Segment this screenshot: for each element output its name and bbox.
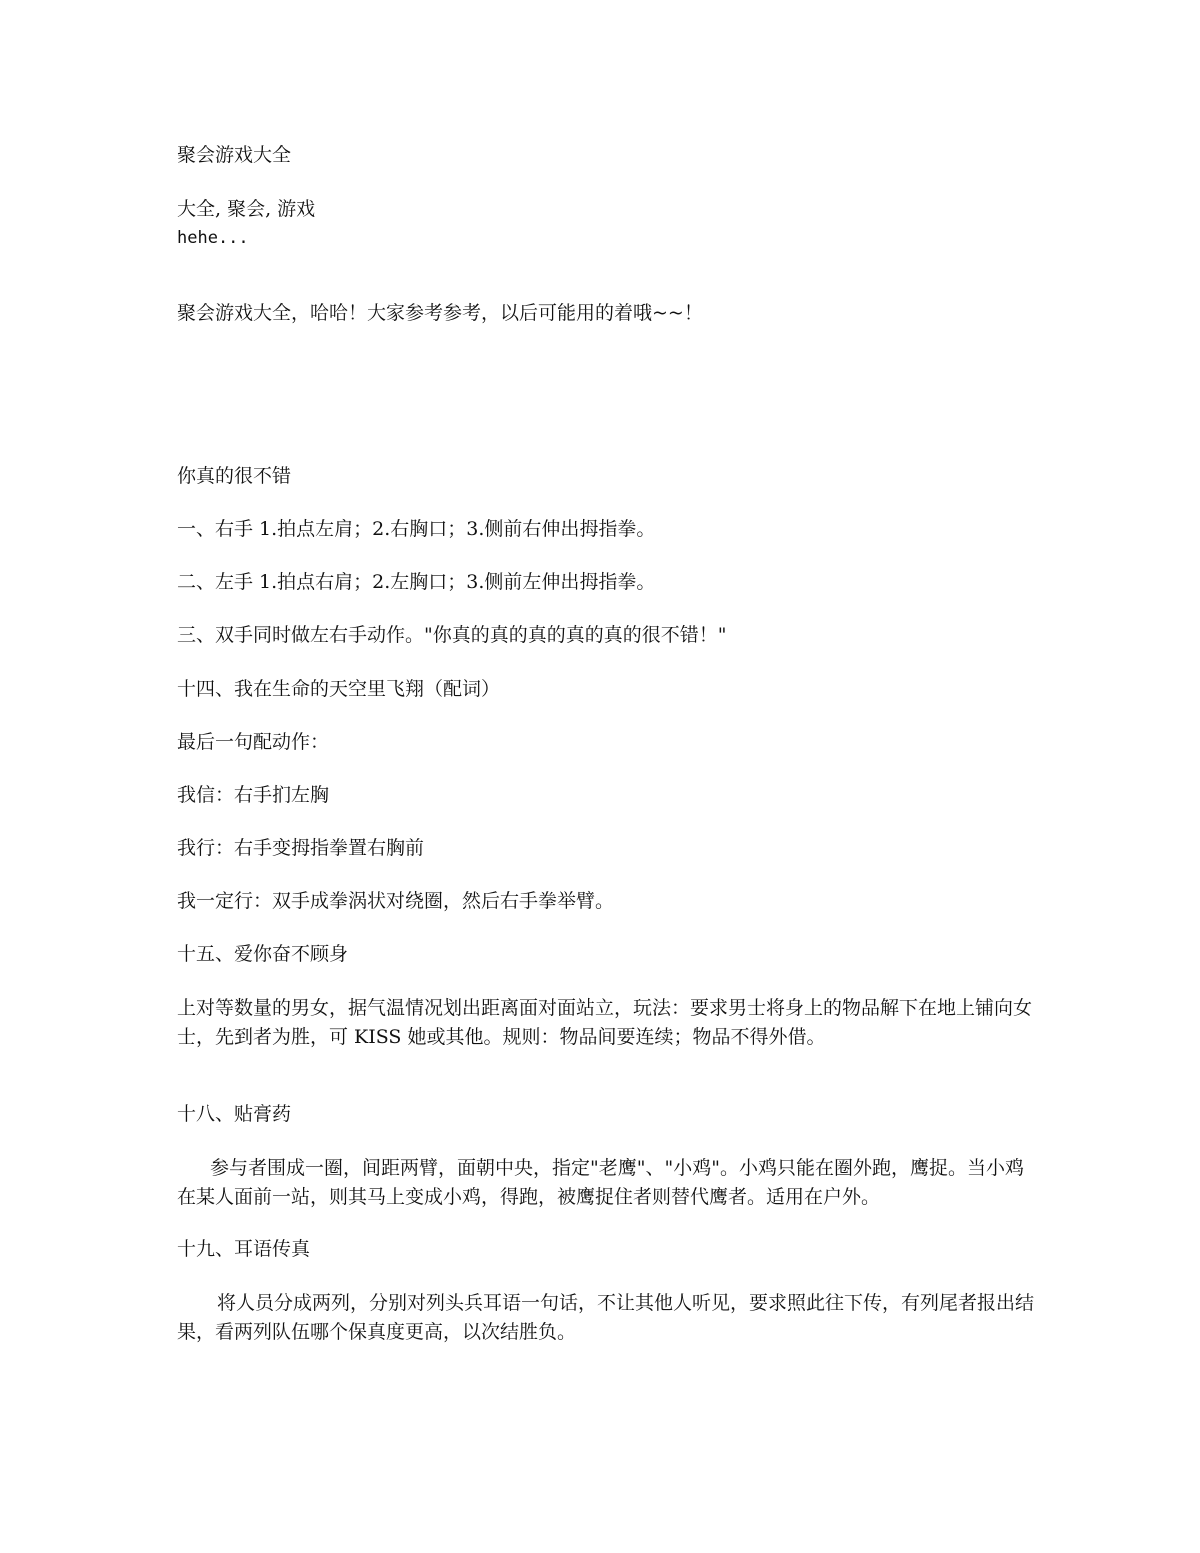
section-title-15: 十五、爱你奋不顾身 [177, 943, 349, 965]
section-title-19: 十九、耳语传真 [177, 1238, 311, 1260]
section-title-14: 十四、我在生命的天空里飞翔（配词） [177, 678, 501, 700]
intro-line: 聚会游戏大全，哈哈！大家参考参考，以后可能用的着哦~~！ [177, 302, 703, 324]
section-18-body: 参与者围成一圈，间距两臂，面朝中央，指定"老鹰"、"小鸡"。小鸡只能在圈外跑，鹰捉。当小鸡在某人面前一站，则其马上变成小鸡，得跑，被鹰捉住者则替代鹰者。适用在户外。 [177, 1157, 1024, 1208]
section-14-item-a: 我信：右手扪左胸 [177, 784, 330, 806]
section-title-1: 你真的很不错 [177, 465, 292, 487]
document-title: 聚会游戏大全 [177, 144, 292, 166]
note-line: hehe... [177, 228, 249, 248]
section-15-body: 上对等数量的男女，据气温情况划出距离面对面站立，玩法：要求男士将身上的物品解下在地上铺向女士，先到者为胜，可 KISS 她或其他。规则：物品间要连续；物品不得外借。 [177, 997, 1033, 1048]
section-1-step-1: 一、右手 1.拍点左肩；2.右胸口；3.侧前右伸出拇指拳。 [177, 518, 656, 540]
keywords-line: 大全, 聚会, 游戏 [177, 198, 316, 220]
section-19-body: 将人员分成两列，分别对列头兵耳语一句话，不让其他人听见，要求照此往下传，有列尾者报出结果，看两列队伍哪个保真度更高，以次结胜负。 [177, 1292, 1035, 1343]
section-title-18: 十八、贴膏药 [177, 1103, 292, 1125]
section-14-item-b: 我行：右手变拇指拳置右胸前 [177, 837, 425, 859]
section-1-step-3: 三、双手同时做左右手动作。"你真的真的真的真的真的很不错！" [177, 624, 727, 646]
section-14-subtitle: 最后一句配动作： [177, 731, 330, 753]
section-1-step-2: 二、左手 1.拍点右肩；2.左胸口；3.侧前左伸出拇指拳。 [177, 571, 656, 593]
section-14-item-c: 我一定行：双手成拳涡状对绕圈，然后右手拳举臂。 [177, 890, 615, 912]
